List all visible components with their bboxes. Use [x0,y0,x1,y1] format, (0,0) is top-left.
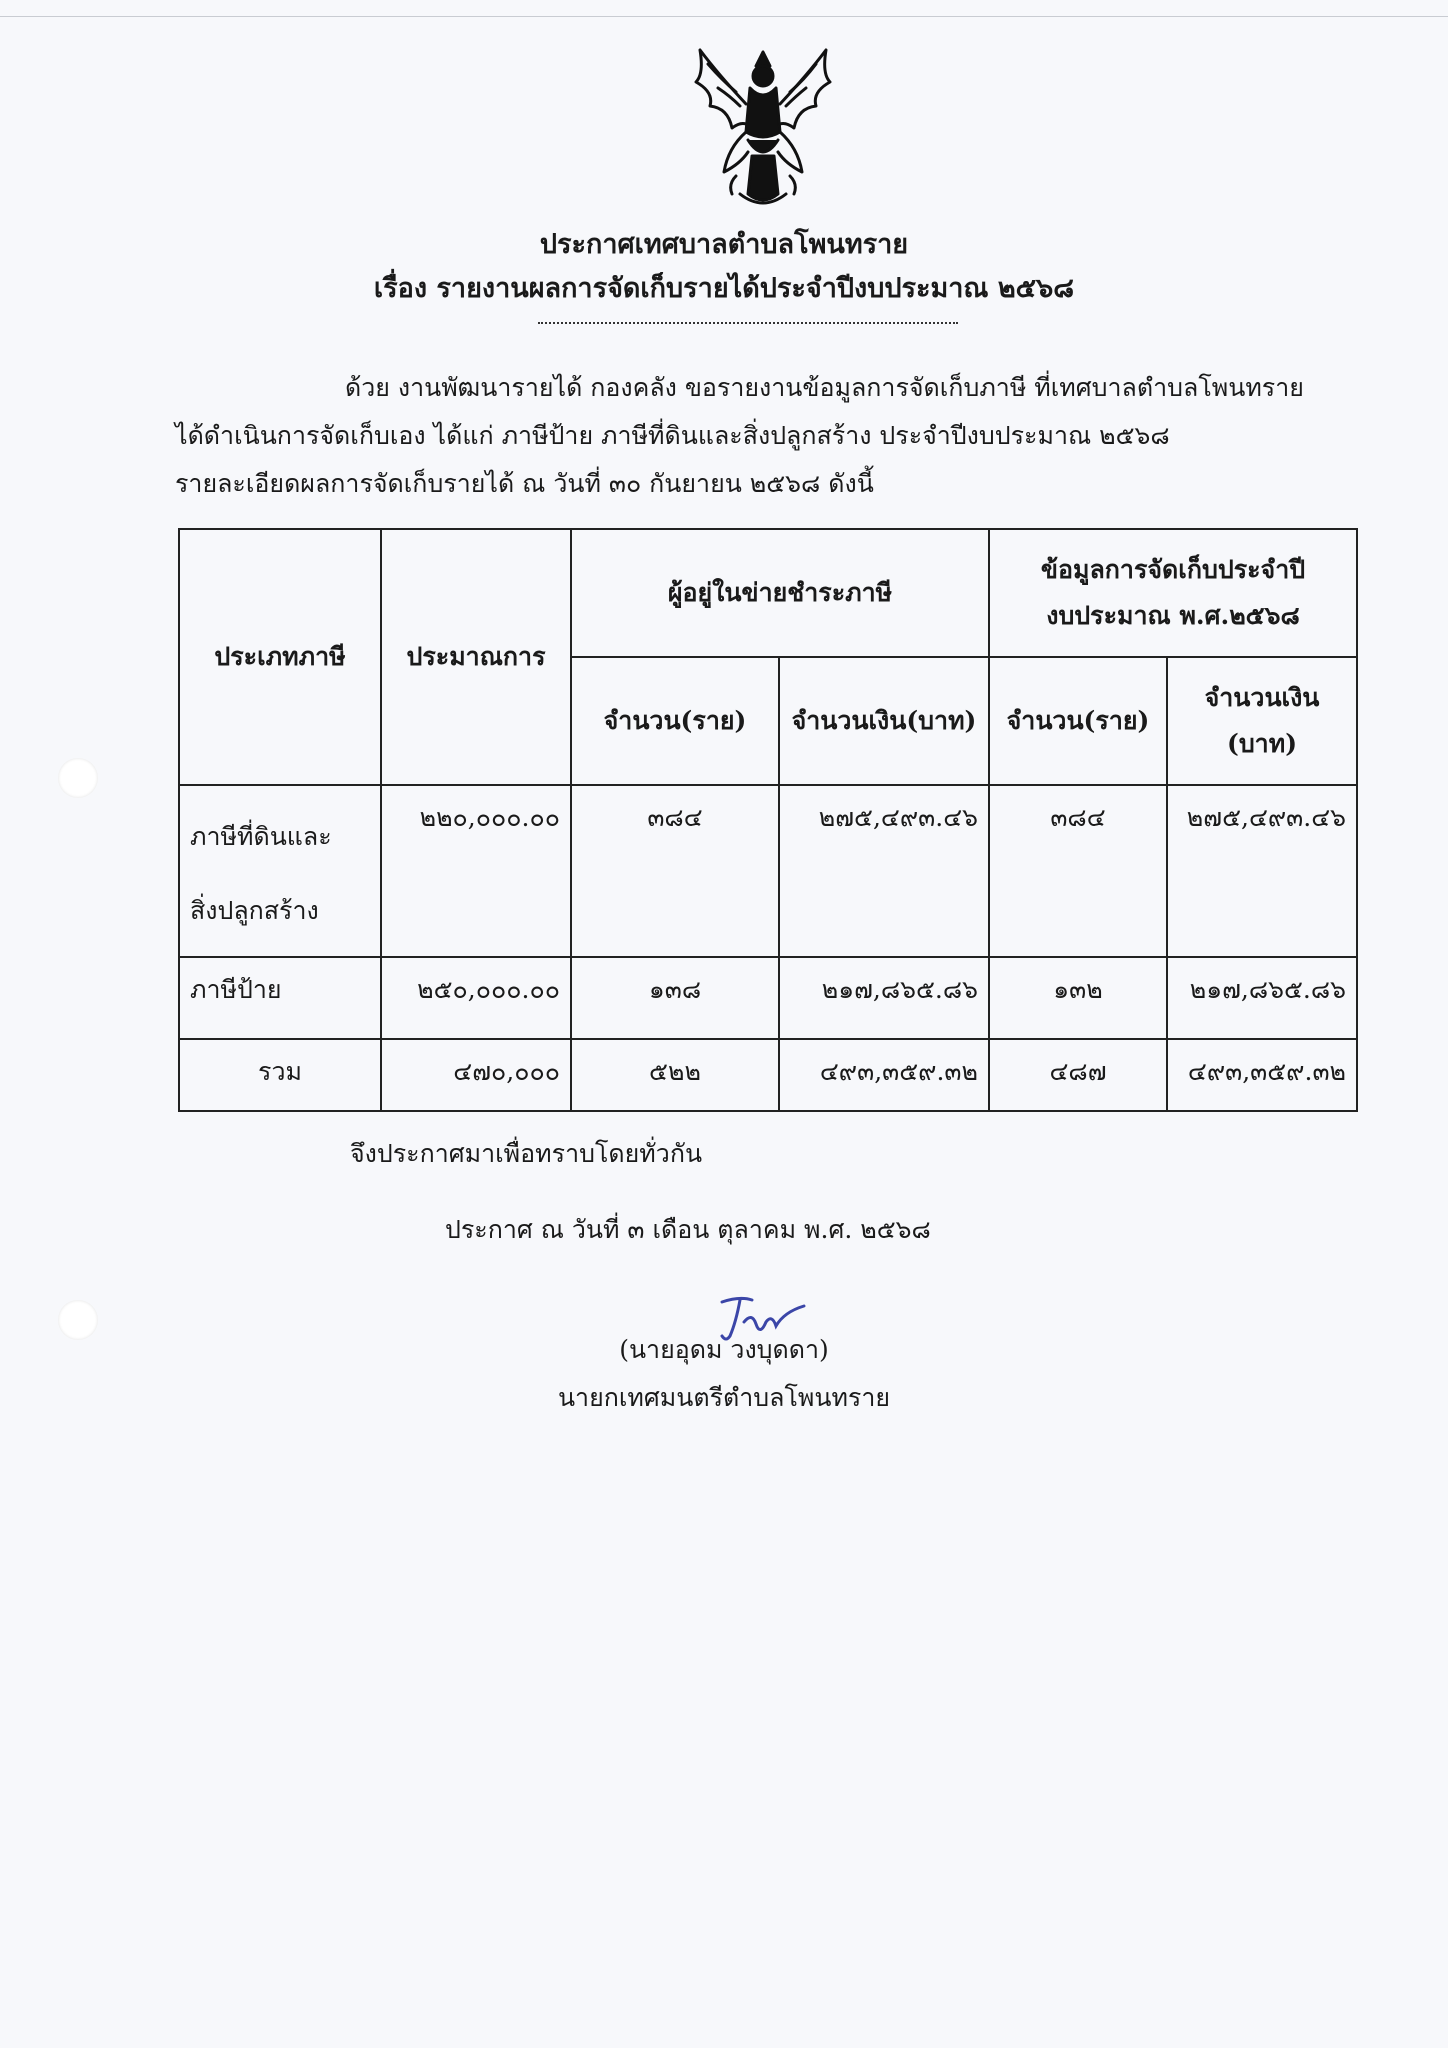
header-count-taxpayers: จำนวน(ราย) [571,657,779,785]
punch-hole-top [58,758,98,798]
header-count-collected: จำนวน(ราย) [989,657,1167,785]
row-count-taxpayers: ๕๒๒ [571,1039,779,1111]
signer-position: นายกเทศมนตรีตำบลโพนทราย [557,1383,891,1412]
row-amount-taxpayers: ๔๙๓,๓๕๙.๓๒ [779,1039,989,1111]
garuda-emblem-icon [688,44,838,214]
row-amount-collected: ๒๑๗,๘๖๕.๘๖ [1167,957,1357,1039]
header-amount-line-1: จำนวนเงิน [1204,683,1320,712]
page-top-edge [0,16,1448,17]
header-tax-type: ประเภทภาษี [179,529,381,785]
announcement-date: ประกาศ ณ วันที่ ๓ เดือน ตุลาคม พ.ศ. ๒๕๖๘ [445,1215,931,1244]
row-estimate: ๔๗๐,๐๐๐ [381,1039,571,1111]
row-tax-type-line-1: ภาษีที่ดินและ [190,822,332,851]
row-amount-taxpayers: ๒๗๕,๔๙๓.๔๖ [779,785,989,957]
row-count-collected: ๔๘๗ [989,1039,1167,1111]
intro-line-1: ด้วย งานพัฒนารายได้ กองคลัง ขอรายงานข้อมูลการจัดเก็บภาษี ที่เทศบาลตำบลโพนทราย [345,373,1304,402]
intro-paragraph [175,364,1325,508]
row-count-collected: ๑๓๒ [989,957,1167,1039]
announcement-subject: เรื่อง รายงานผลการจัดเก็บรายได้ประจำปีงบประมาณ ๒๕๖๘ [373,273,1075,304]
row-count-taxpayers: ๑๓๘ [571,957,779,1039]
intro-line-2: ได้ดำเนินการจัดเก็บเอง ได้แก่ ภาษีป้าย ภาษีที่ดินและสิ่งปลูกสร้าง ประจำปีงบประมาณ ๒๕๖๘ [175,421,1170,450]
header-estimate: ประมาณการ [381,529,571,785]
row-tax-type-line-2: สิ่งปลูกสร้าง [190,896,319,925]
row-estimate: ๒๒๐,๐๐๐.๐๐ [381,785,571,957]
table-row [179,785,1357,957]
row-tax-type: ภาษีป้าย [179,957,381,1039]
header-collection-line-2: งบประมาณ พ.ศ.๒๕๖๘ [1046,601,1300,630]
header-amount-line-2: (บาท) [1226,729,1298,758]
row-amount-taxpayers: ๒๑๗,๘๖๕.๘๖ [779,957,989,1039]
header-collection-group [989,529,1357,657]
row-amount-collected: ๔๙๓,๓๕๙.๓๒ [1167,1039,1357,1111]
row-count-taxpayers: ๓๘๔ [571,785,779,957]
row-tax-type [179,785,381,957]
signer-name: (นายอุดม วงบุดดา) [619,1335,829,1364]
header-collection-line-1: ข้อมูลการจัดเก็บประจำปี [1040,555,1306,584]
table-row [179,957,1357,1039]
closing-announcement: จึงประกาศมาเพื่อทราบโดยทั่วกัน [350,1139,703,1168]
row-tax-type: รวม [179,1039,381,1111]
tax-collection-table [178,528,1358,1112]
row-count-collected: ๓๘๔ [989,785,1167,957]
header-taxpayers-group: ผู้อยู่ในข่ายชำระภาษี [571,529,989,657]
table-header-row-1 [179,529,1357,657]
table-row-total [179,1039,1357,1111]
row-estimate: ๒๕๐,๐๐๐.๐๐ [381,957,571,1039]
dotted-divider [538,322,958,324]
header-amount-collected [1167,657,1357,785]
row-amount-collected: ๒๗๕,๔๙๓.๔๖ [1167,785,1357,957]
announcement-title: ประกาศเทศบาลตำบลโพนทราย [539,229,909,260]
intro-line-3: รายละเอียดผลการจัดเก็บรายได้ ณ วันที่ ๓๐ กันยายน ๒๕๖๘ ดังนี้ [175,469,874,498]
header-amount-taxpayers: จำนวนเงิน(บาท) [779,657,989,785]
